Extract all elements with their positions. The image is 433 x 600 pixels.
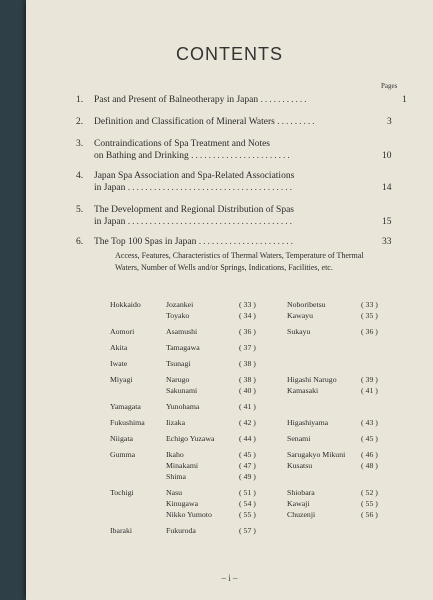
spa-page: ( 57 ) — [239, 526, 256, 535]
spa-page: ( 33 ) — [361, 300, 378, 309]
pages-column-label: Pages — [381, 82, 398, 90]
prefecture-label: Niigata — [110, 434, 133, 443]
prefecture-label: Hokkaido — [110, 300, 141, 309]
spa-page: ( 37 ) — [239, 343, 256, 352]
spa-page: ( 44 ) — [239, 434, 256, 443]
spa-name: Sakunami — [166, 386, 198, 395]
toc-number: 3. — [76, 139, 84, 149]
spa-page: ( 39 ) — [361, 375, 378, 384]
spa-page: ( 36 ) — [239, 327, 256, 336]
toc-title: The Development and Regional Distribution of Spas — [94, 205, 294, 215]
spa-name: Shima — [166, 472, 186, 481]
spa-page: ( 36 ) — [361, 327, 378, 336]
toc-page-number: 1 — [402, 95, 407, 105]
spa-page: ( 34 ) — [239, 311, 256, 320]
spa-name: Kawayu — [287, 311, 313, 320]
spa-page: ( 35 ) — [361, 311, 378, 320]
spa-name: Higashiyama — [287, 418, 329, 427]
spa-page: ( 33 ) — [239, 300, 256, 309]
toc-number: 1. — [76, 95, 84, 105]
prefecture-label: Gumma — [110, 450, 136, 459]
prefecture-label: Iwate — [110, 359, 128, 368]
prefecture-label: Fukushima — [110, 418, 145, 427]
spa-page: ( 40 ) — [239, 386, 256, 395]
spa-page: ( 41 ) — [239, 402, 256, 411]
spa-name: Ikaho — [166, 450, 184, 459]
toc-number: 4. — [76, 171, 84, 181]
section-description: Access, Features, Characteristics of Thermal Waters, Temperature of Thermal Waters, Number of Wells and/or Springs, Indications, Facilities, etc. — [115, 251, 364, 272]
spa-page: ( 54 ) — [239, 499, 256, 508]
toc-number: 6. — [76, 237, 84, 247]
spa-name: Chuzenji — [287, 510, 316, 519]
spa-name: Nasu — [166, 488, 183, 497]
prefecture-label: Miyagi — [110, 375, 133, 384]
toc-title: Past and Present of Balneotherapy in Japan ........... — [94, 95, 309, 105]
spa-page: ( 47 ) — [239, 461, 256, 470]
spa-page: ( 52 ) — [361, 488, 378, 497]
spa-page: ( 55 ) — [361, 499, 378, 508]
spa-page: ( 48 ) — [361, 461, 378, 470]
spa-page: ( 38 ) — [239, 375, 256, 384]
spa-name: Narugo — [166, 375, 190, 384]
spa-name: Yunohama — [166, 402, 200, 411]
toc-title: Definition and Classification of Mineral Waters ......... — [94, 117, 317, 127]
spa-name: Toyako — [166, 311, 190, 320]
spa-page: ( 45 ) — [361, 434, 378, 443]
toc-page-number: 3 — [387, 117, 392, 127]
spa-name: Echigo Yuzawa — [166, 434, 215, 443]
spa-page: ( 51 ) — [239, 488, 256, 497]
prefecture-label: Tochigi — [110, 488, 134, 497]
toc-title-continued: on Bathing and Drinking ....................... — [94, 151, 292, 161]
spa-page: ( 42 ) — [239, 418, 256, 427]
prefecture-label: Ibaraki — [110, 526, 133, 535]
spa-name: Minakami — [166, 461, 199, 470]
spa-name: Nikko Yumoto — [166, 510, 212, 519]
spa-name: Sarugakyo Mikuni — [287, 450, 346, 459]
prefecture-label: Aomori — [110, 327, 135, 336]
page-title: CONTENTS — [176, 44, 283, 64]
spa-name: Higashi Narugo — [287, 375, 337, 384]
spa-name: Fukuroda — [166, 526, 196, 535]
spa-name: Kawaji — [287, 499, 310, 508]
toc-number: 5. — [76, 205, 84, 215]
document-page — [26, 0, 433, 600]
toc-title-continued: in Japan ...................................... — [94, 217, 295, 227]
spa-name: Tamagawa — [166, 343, 200, 352]
spa-name: Kusatsu — [287, 461, 313, 470]
spa-name: Kamasaki — [287, 386, 319, 395]
spa-page: ( 43 ) — [361, 418, 378, 427]
spa-page: ( 45 ) — [239, 450, 256, 459]
toc-page-number: 10 — [382, 151, 392, 161]
spa-name: Asamushi — [166, 327, 198, 336]
spa-page: ( 41 ) — [361, 386, 378, 395]
toc-title: Contraindications of Spa Treatment and Notes — [94, 139, 270, 149]
spa-name: Shiobara — [287, 488, 315, 497]
prefecture-label: Akita — [110, 343, 128, 352]
spa-page: ( 46 ) — [361, 450, 378, 459]
toc-page-number: 14 — [382, 183, 392, 193]
spa-name: Sukayu — [287, 327, 311, 336]
spa-name: Tsunagi — [166, 359, 191, 368]
prefecture-label: Yamagata — [110, 402, 141, 411]
toc-title-continued: in Japan ...................................... — [94, 183, 295, 193]
toc-title: The Top 100 Spas in Japan ...................... — [94, 237, 295, 247]
spa-page: ( 49 ) — [239, 472, 256, 481]
toc-page-number: 33 — [382, 237, 392, 247]
spa-page: ( 56 ) — [361, 510, 378, 519]
spa-name: Iizaka — [166, 418, 186, 427]
spa-name: Noboribetsu — [287, 300, 326, 309]
toc-number: 2. — [76, 117, 84, 127]
spa-name: Senami — [287, 434, 311, 443]
spa-name: Kinugawa — [166, 499, 199, 508]
spa-page: ( 55 ) — [239, 510, 256, 519]
toc-page-number: 15 — [382, 217, 392, 227]
toc-title: Japan Spa Association and Spa-Related Associations — [94, 171, 295, 181]
spa-name: Jozankei — [166, 300, 194, 309]
page-number-footer: – i – — [221, 573, 238, 583]
spa-page: ( 38 ) — [239, 359, 256, 368]
